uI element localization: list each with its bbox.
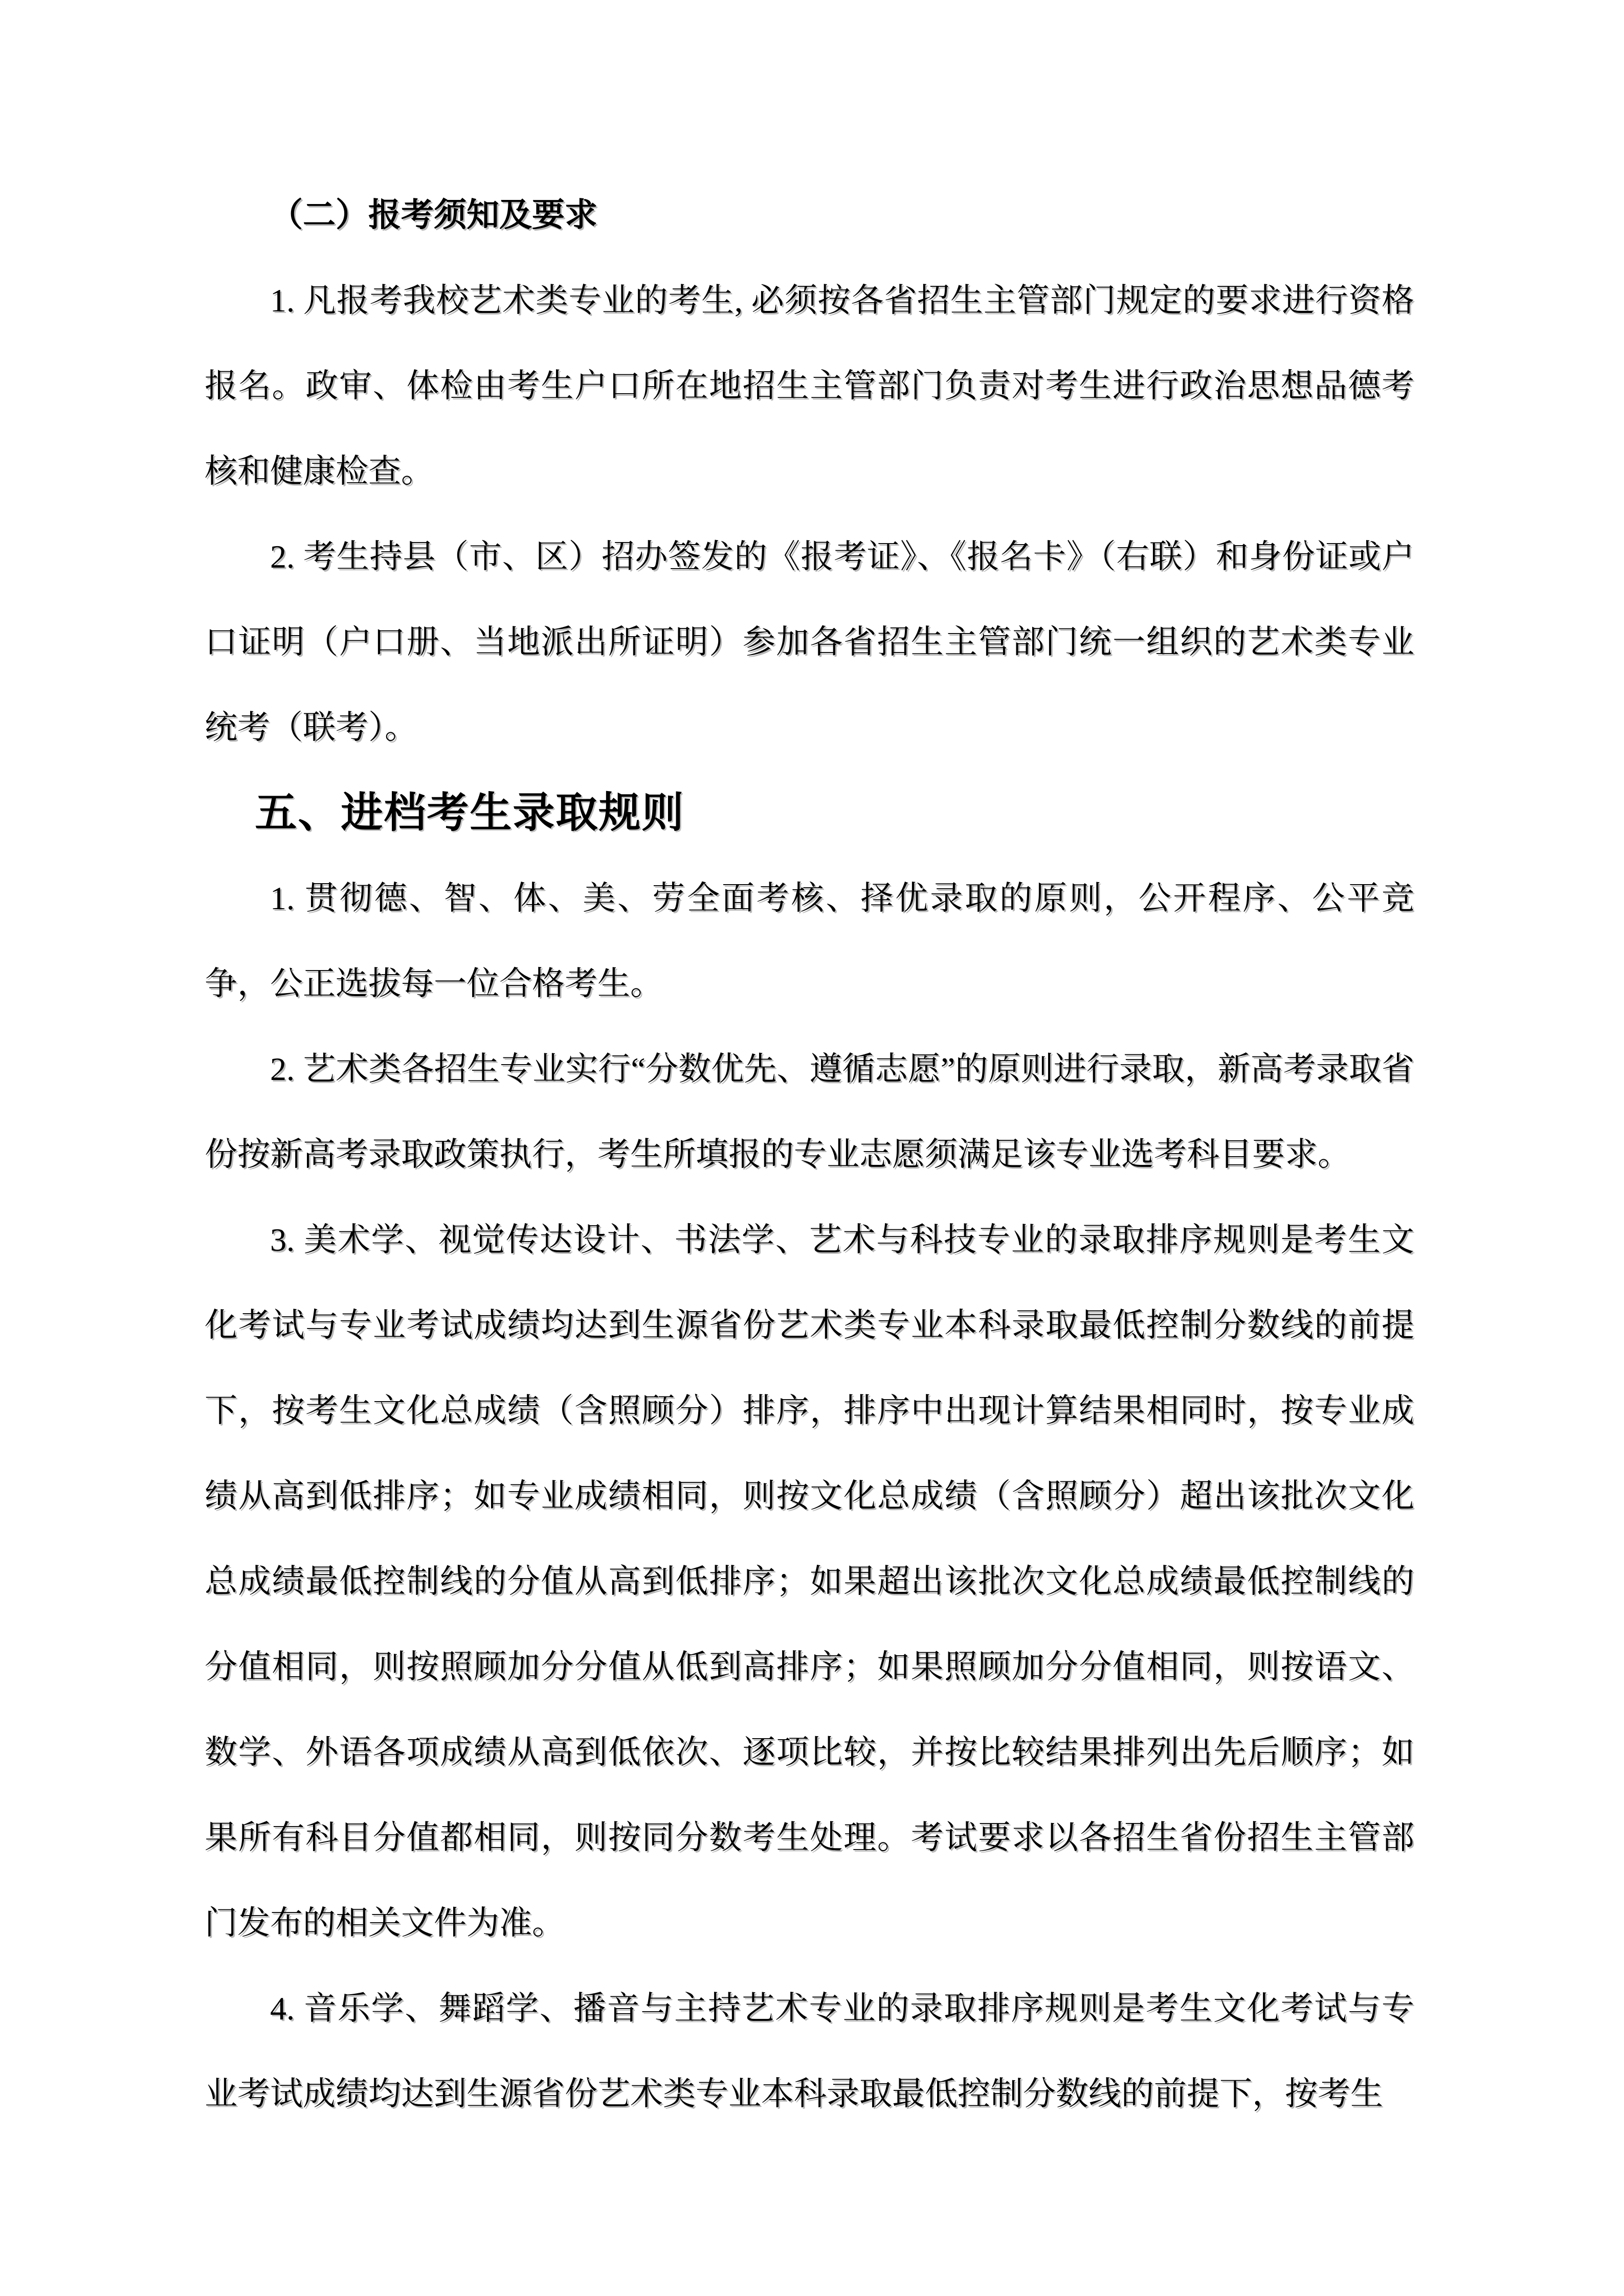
section-heading-admission-rules: 五、进档考生录取规则 bbox=[255, 789, 685, 837]
paragraph-rule-2: 2. 艺术类各招生专业实行“分数优先、遵循志愿”的原则进行录取，新高考录取省份按新高考录取政策执行，考生所填报的专业志愿须满足该专业选考科目要求。 bbox=[205, 1051, 1414, 1173]
paragraph-registration-2: 2. 考生持县（市、区）招办签发的《报考证》、《报名卡》（右联）和身份证或户口证明（户口册、当地派出所证明）参加各省招生主管部门统一组织的艺术类专业统考（联考）。 bbox=[205, 538, 1414, 746]
paragraph-rule-4: 4. 音乐学、舞蹈学、播音与主持艺术专业的录取排序规则是考生文化考试与专业考试成绩均达到生源省份艺术类专业本科录取最低控制分数线的前提下，按考生 bbox=[205, 1990, 1414, 2112]
paragraph-registration-1: 1. 凡报考我校艺术类专业的考生, 必须按各省招生主管部门规定的要求进行资格报名。政审、体检由考生户口所在地招生主管部门负责对考生进行政治思想品德考核和健康检查。 bbox=[205, 282, 1414, 489]
paragraph-rule-1: 1. 贯彻德、智、体、美、劳全面考核、择优录取的原则，公开程序、公平竞争，公正选拔每一位合格考生。 bbox=[205, 880, 1414, 1002]
paragraph-rule-3: 3. 美术学、视觉传达设计、书法学、艺术与科技专业的录取排序规则是考生文化考试与专业考试成绩均达到生源省份艺术类专业本科录取最低控制分数线的前提下，按考生文化总成绩（含照顾分）排序，排序中出现计算结果相同时，按专业成绩从高到低排序；如专业成绩相同，则按文化总成绩（含照顾分）超出该批次文化总成绩最低控制线的分值从高到低排序；如果超出该批次文化总成绩最低控制线的分值相同，则按照顾加分分值从低到高排序；如果照顾加分分值相同，则按语文、数学、外语各项成绩从高到低依次、逐项比较，并按比较结果排列出先后顺序；如果所有科目分值都相同，则按同分数考生处理。考试要求以各招生省份招生主管部门发布的相关文件为准。 bbox=[205, 1222, 1414, 1941]
subsection-heading-baokao-xuzhi: （二）报考须知及要求 bbox=[270, 197, 597, 233]
